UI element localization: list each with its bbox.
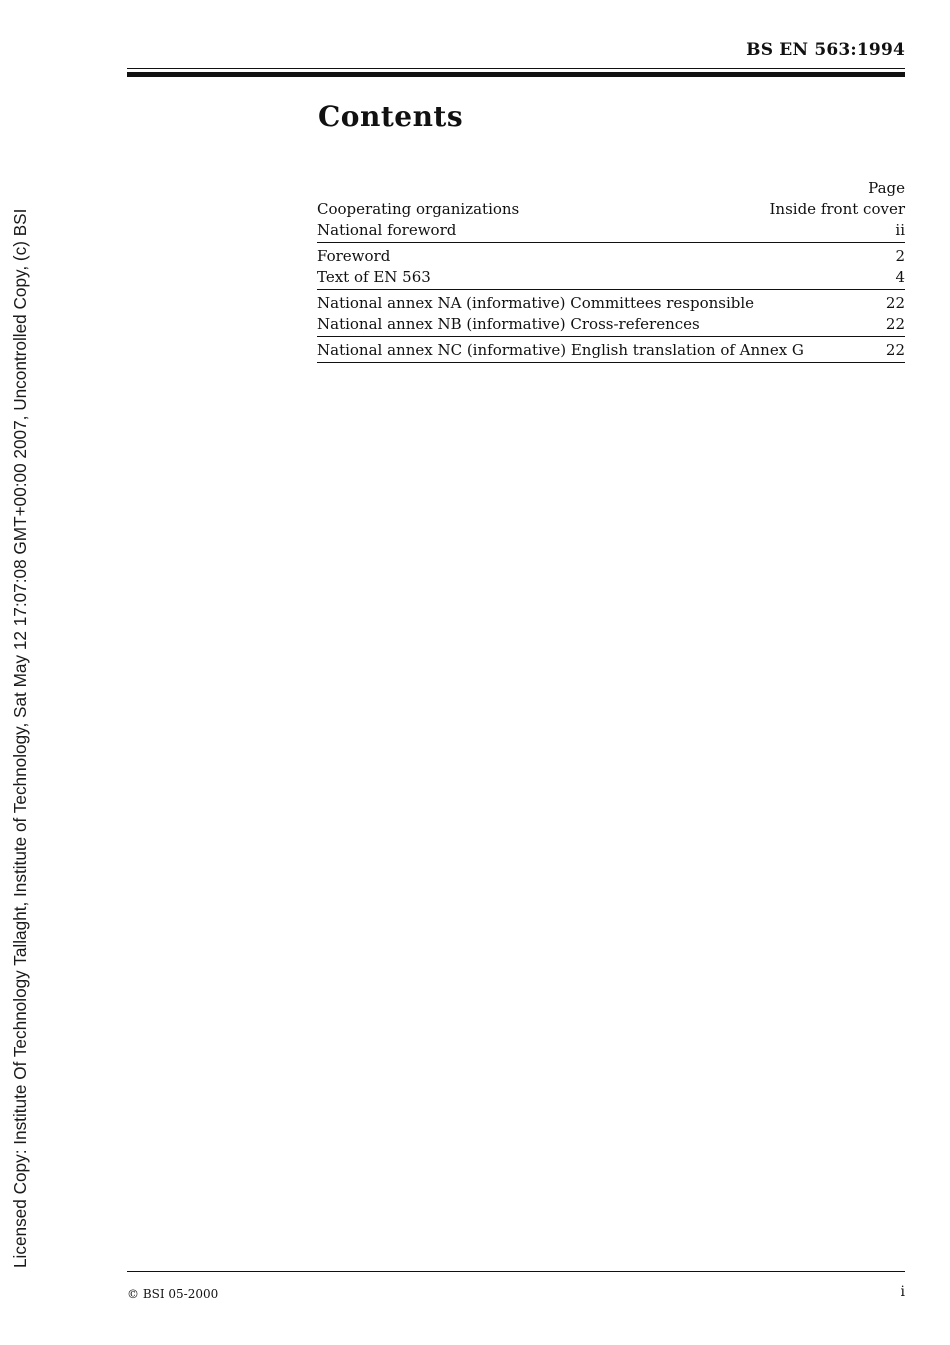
toc-entry[interactable] <box>317 246 905 267</box>
toc-group <box>317 199 905 243</box>
toc-entry-label: National annex NA (informative) Committees responsible <box>317 294 755 312</box>
toc-entry-page: 2 <box>895 247 905 265</box>
toc-entry-page: 22 <box>885 341 905 359</box>
document-identifier: BS EN 563:1994 <box>746 40 905 60</box>
toc-group <box>317 293 905 337</box>
toc-group <box>317 246 905 290</box>
table-of-contents <box>317 178 905 366</box>
toc-entry-label: Cooperating organizations <box>317 200 520 218</box>
toc-entry-page: 4 <box>895 268 905 286</box>
toc-group <box>317 340 905 363</box>
toc-entry-page: 22 <box>885 315 905 333</box>
toc-entry[interactable] <box>317 220 905 241</box>
toc-entry-label: Foreword <box>317 247 391 265</box>
toc-entry-page: Inside front cover <box>769 200 905 218</box>
footer-rule <box>127 1271 905 1272</box>
toc-entry[interactable] <box>317 293 905 314</box>
toc-entry-label: National annex NC (informative) English translation of Annex G <box>317 341 804 359</box>
toc-entry-label: Text of EN 563 <box>317 268 431 286</box>
header-thin-rule <box>127 68 905 69</box>
toc-entry-page: ii <box>895 221 905 239</box>
toc-entry[interactable] <box>317 340 905 361</box>
toc-entry[interactable] <box>317 267 905 288</box>
toc-entry-page: 22 <box>885 294 905 312</box>
license-watermark: Licensed Copy: Institute Of Technology Tallaght, Institute of Technology, Sat May 12 17:07:08 GMT+00:00 2007, Uncontrolled Copy, (c) BSI <box>10 208 30 1268</box>
toc-entry[interactable] <box>317 199 905 220</box>
toc-entry-label: National annex NB (informative) Cross-references <box>317 315 700 333</box>
page-number: i <box>900 1284 905 1300</box>
toc-entry[interactable] <box>317 314 905 335</box>
page-title: Contents <box>318 100 464 133</box>
toc-page-column-header: Page <box>868 179 905 197</box>
toc-entry-label: National foreword <box>317 221 457 239</box>
copyright-notice: © BSI 05-2000 <box>127 1287 219 1301</box>
header-thick-rule <box>127 72 905 77</box>
